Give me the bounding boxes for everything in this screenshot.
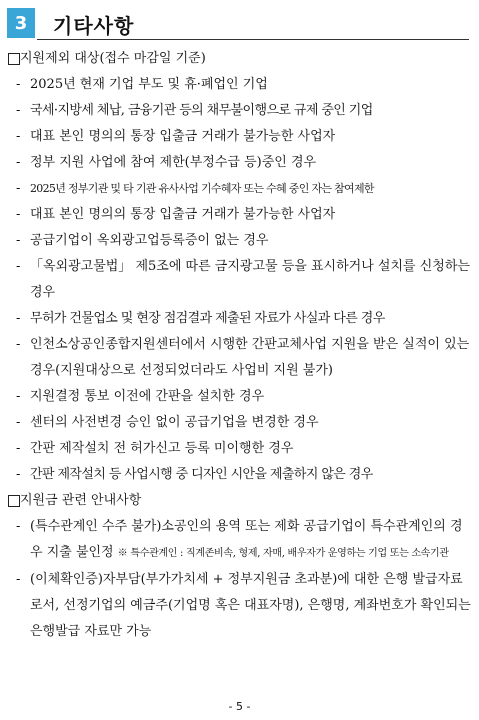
dash-bullet: - (16, 103, 21, 118)
dash-bullet: - (16, 337, 21, 352)
list-item-text: 「옥외광고물법」 제5조에 따른 금지광고물 등을 표시하거나 설치를 신청하는 경우 (30, 259, 470, 300)
section-heading-text: 지원금 관련 안내사항 (20, 493, 142, 508)
list-item-text: 센터의 사전변경 승인 없이 공급기업을 변경한 경우 (30, 415, 319, 430)
dash-bullet: - (16, 415, 21, 430)
list-item-text: 2025년 정부기관 및 타 기관 유사사업 기수혜자 또는 수혜 중인 자는 참여제한 (30, 182, 374, 195)
list-item (0, 72, 479, 98)
list-item-text: 정부 지원 사업에 참여 제한(부정수급 등)중인 경우 (30, 155, 317, 170)
section-exclusions-heading (0, 46, 479, 72)
list-item (0, 306, 479, 332)
special-relation-note: ※ 특수관계인 : 직계존비속, 형제, 자매, 배우자가 운영하는 기업 또는 소속기관 (117, 548, 449, 559)
list-item-text: (이체확인증)자부담(부가가치세 + 정부지원금 초과분)에 대한 은행 발급자료로서, 선정기업의 예금주(기업명 혹은 대표자명), 은행명, 계좌번호가 확인되는 은행발급 자료만 가능 (30, 572, 471, 639)
dash-bullet: - (16, 467, 21, 482)
list-item (0, 228, 479, 254)
list-item (0, 124, 479, 150)
list-item-text (30, 514, 471, 567)
section-heading-text: 지원제외 대상(접수 마감일 기준) (20, 51, 206, 66)
special-relation-text: (특수관계인 수주 불가)소공인의 용역 또는 제화 공급기업이 특수관계인의 경우 지출 불인정 (30, 519, 463, 560)
dash-bullet: - (16, 311, 21, 326)
dash-bullet: - (16, 572, 21, 587)
dash-bullet: - (16, 207, 21, 222)
list-item-text: 무허가 건물업소 및 현장 점검결과 제출된 자료가 사실과 다른 경우 (30, 311, 385, 326)
section-title: 기타사항 (53, 14, 135, 38)
dash-bullet: - (16, 181, 21, 196)
title-underline (37, 39, 469, 40)
dash-bullet: - (16, 519, 21, 534)
checkbox-square-icon (8, 495, 20, 507)
dash-bullet: - (16, 77, 21, 92)
list-item-text: 대표 본인 명의의 통장 입출금 거래가 불가능한 사업자 (30, 207, 336, 222)
list-item-text: 2025년 현재 기업 부도 및 휴·폐업인 기업 (30, 77, 268, 92)
list-item (0, 436, 479, 462)
list-item-text: 공급기업이 옥외광고업등록증이 없는 경우 (30, 233, 269, 248)
list-item (0, 202, 479, 228)
dash-bullet: - (16, 233, 21, 248)
list-item-text: 지원결정 통보 이전에 간판을 설치한 경우 (30, 389, 265, 404)
list-item (0, 462, 479, 488)
dash-bullet: - (16, 441, 21, 456)
checkbox-square-icon (8, 53, 20, 65)
dash-bullet: - (16, 129, 21, 144)
list-item (0, 98, 479, 124)
list-item-text: 대표 본인 명의의 통장 입출금 거래가 불가능한 사업자 (30, 129, 336, 144)
list-item (0, 410, 479, 436)
section-subsidy-heading (0, 488, 479, 514)
list-item (0, 514, 479, 567)
dash-bullet: - (16, 389, 21, 404)
document-body (0, 46, 479, 645)
list-item (0, 332, 479, 384)
section-number: 3 (7, 8, 35, 38)
page-number: - 5 - (228, 700, 251, 713)
section-header (7, 8, 469, 40)
dash-bullet: - (16, 259, 21, 274)
list-item-text: 간판 제작설치 등 사업시행 중 디자인 시안을 제출하지 않은 경우 (30, 467, 373, 482)
list-item (0, 567, 479, 645)
list-item-text: 국세·지방세 체납, 금융기관 등의 채무불이행으로 규제 중인 기업 (30, 103, 373, 118)
list-item (0, 384, 479, 410)
list-item-text: 인천소상공인종합지원센터에서 시행한 간판교체사업 지원을 받은 실적이 있는 경우(지원대상으로 선정되었더라도 사업비 지원 불가) (30, 337, 470, 378)
dash-bullet: - (16, 155, 21, 170)
list-item (0, 150, 479, 176)
list-item (0, 176, 479, 202)
list-item (0, 254, 479, 306)
list-item-text: 간판 제작설치 전 허가신고 등록 미이행한 경우 (30, 441, 294, 456)
